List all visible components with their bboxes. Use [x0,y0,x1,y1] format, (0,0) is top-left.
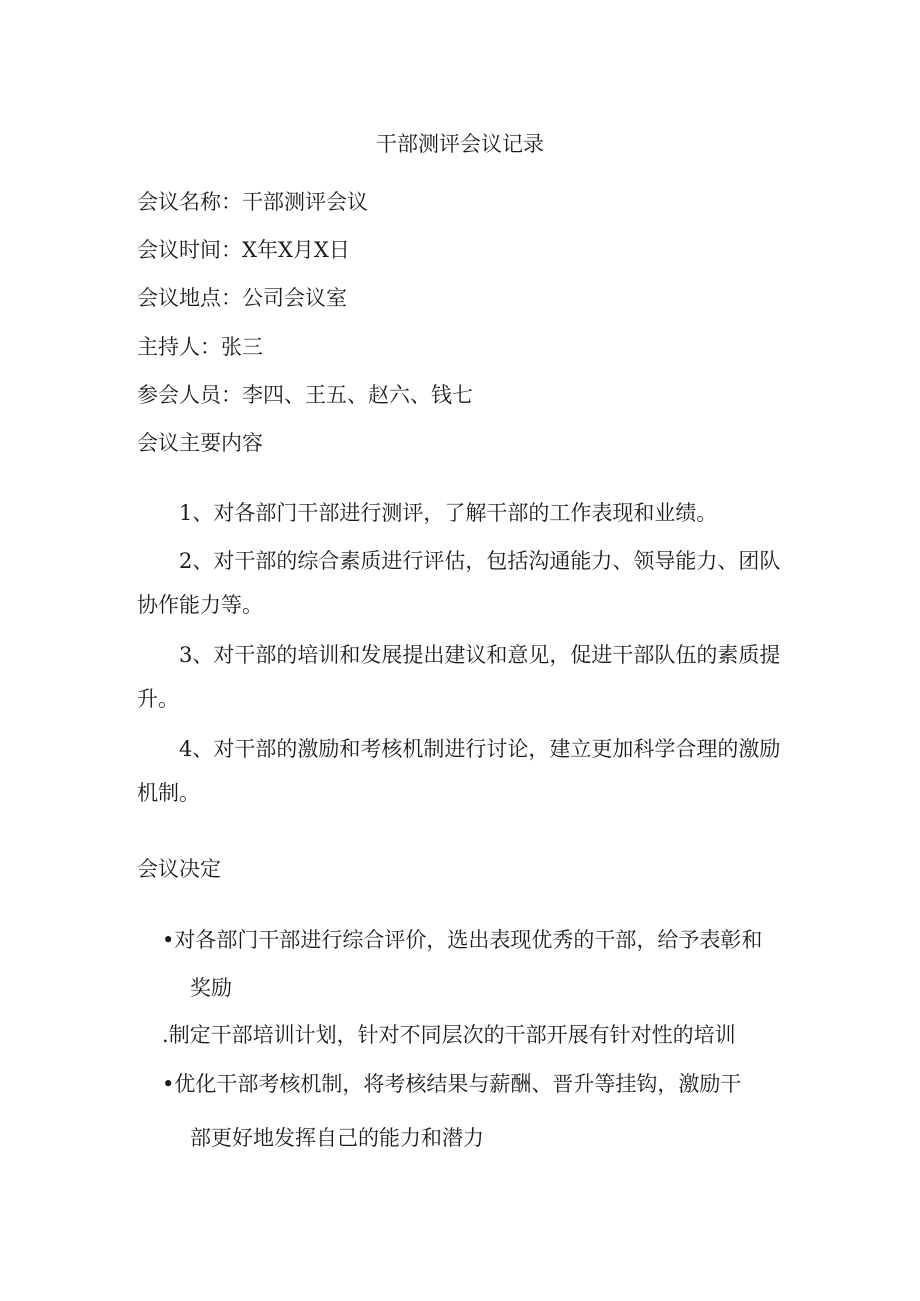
meeting-location: 会议地点：公司会议室 [137,286,347,310]
decision-text: 优化干部考核机制，将考核结果与薪酬、晋升等挂钩，激励干 [174,1072,742,1096]
content-item: 1、对各部门干部进行测评，了解干部的工作表现和业绩。 [179,501,718,525]
meeting-host: 主持人：张三 [137,335,263,359]
meeting-attendees: 参会人员：李四、王五、赵六、钱七 [137,383,473,407]
decision-item [162,1011,787,1059]
bullet-mark: . [162,1023,169,1047]
decision-heading: 会议决定 [137,857,221,881]
bullet-mark: • [162,928,175,952]
decision-text-continued: 奖励 [190,976,232,1000]
content-item: 3、对干部的培训和发展提出建议和意见，促进干部队伍的素质提升。 [137,643,781,711]
decision-text: 对各部门干部进行综合评价，选出表现优秀的干部，给予表彰和 [174,928,763,952]
bullet-mark: • [162,1072,175,1096]
meeting-name: 会议名称：干部测评会议 [137,190,368,214]
decision-text: 制定干部培训计划，针对不同层次的干部开展有针对性的培训 [168,1023,736,1047]
decision-item [162,916,787,1012]
decision-text-continued: 部更好地发挥自己的能力和潜力 [190,1126,484,1150]
content-item: 2、对干部的综合素质进行评估，包括沟通能力、领导能力、团队协作能力等。 [137,549,781,617]
content-item: 4、对干部的激励和考核机制进行讨论，建立更加科学合理的激励机制。 [137,737,781,805]
content-heading: 会议主要内容 [137,431,263,455]
document-title: 干部测评会议记录 [376,132,544,156]
meeting-time: 会议时间：X年X月X日 [137,238,350,262]
decision-item [162,1060,787,1162]
